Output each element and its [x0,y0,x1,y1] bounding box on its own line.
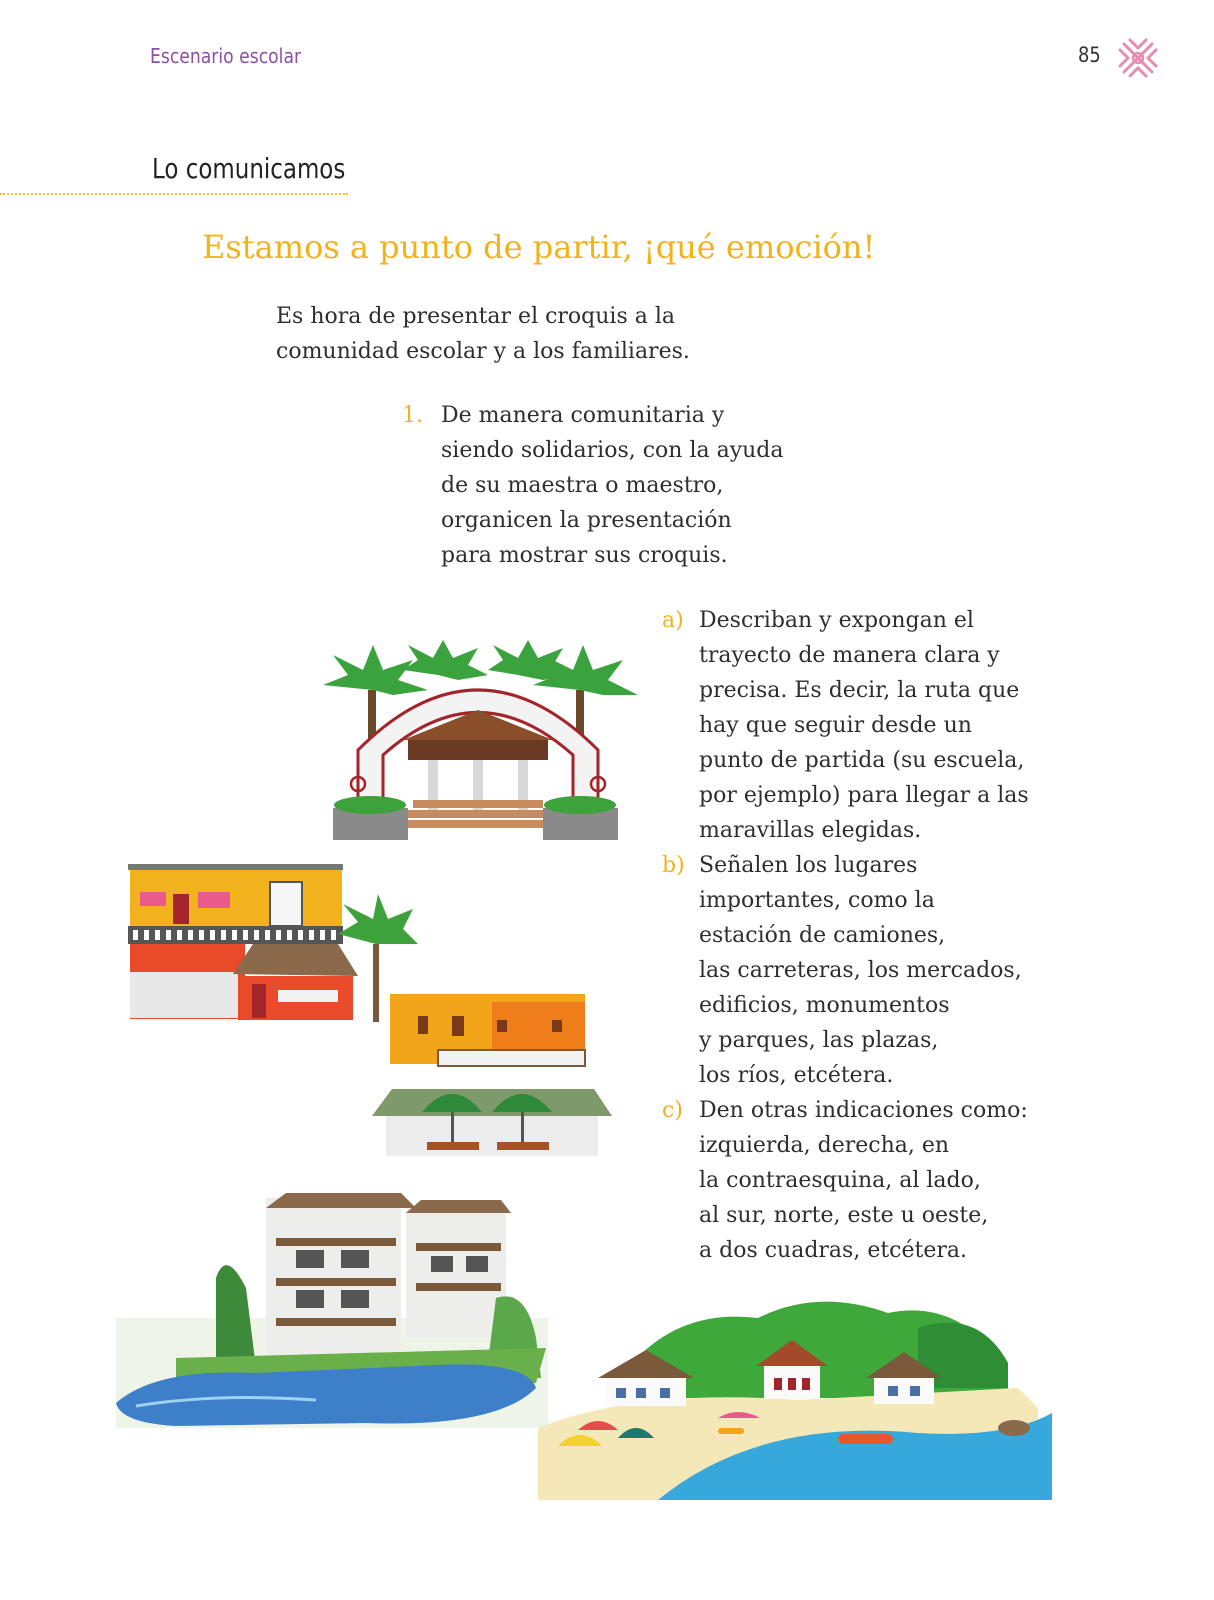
item-line: y parques, las plazas, [699,1028,939,1053]
item-line: importantes, como la [699,888,935,913]
item-line: a dos cuadras, etcétera. [699,1238,968,1263]
flower-logo-icon [1118,38,1158,78]
intro-line: comunidad escolar y a los familiares. [276,339,690,364]
item-c-marker: c) [662,1098,683,1123]
hotel-pool-illustration [116,1188,548,1433]
step-line: de su maestra o maestro, [441,473,724,498]
step-number: 1. [402,403,423,428]
item-line: Describan y expongan el [699,608,974,633]
item-b-text [699,848,1022,1093]
item-line: Den otras indicaciones como: [699,1098,1028,1123]
item-line: estación de camiones, [699,923,946,948]
item-line: las carreteras, los mercados, [699,958,1022,983]
intro-paragraph [276,299,756,369]
item-c-text [699,1093,1028,1268]
beach-village-illustration [538,1288,1052,1500]
item-line: punto de partida (su escuela, [699,748,1025,773]
item-line: al sur, norte, este u oeste, [699,1203,989,1228]
header-section-label: Escenario escolar [150,44,302,68]
intro-line: Es hora de presentar el croquis a la [276,304,676,329]
section-divider [0,193,348,195]
item-line: por ejemplo) para llegar a las [699,783,1029,808]
item-line: Señalen los lugares [699,853,918,878]
item-a-text [699,603,1029,848]
item-line: los ríos, etcétera. [699,1063,894,1088]
step-line: para mostrar sus croquis. [441,543,728,568]
market-building-illustration [372,994,612,1164]
item-line: izquierda, derecha, en [699,1133,950,1158]
section-title: Lo comunicamos [152,152,346,185]
item-line: la contraesquina, al lado, [699,1168,981,1193]
step-line: siendo solidarios, con la ayuda [441,438,784,463]
page-heading: Estamos a punto de partir, ¡qué emoción! [202,228,876,266]
item-line: trayecto de manera clara y [699,643,1000,668]
item-line: maravillas elegidas. [699,818,922,843]
step-text [441,398,784,573]
step-line: De manera comunitaria y [441,403,725,428]
arch-palms-illustration [318,640,638,850]
item-line: edificios, monumentos [699,993,950,1018]
item-line: precisa. Es decir, la ruta que [699,678,1020,703]
item-a-marker: a) [662,608,684,633]
step-line: organicen la presentación [441,508,732,533]
page-number: 85 [1078,43,1101,67]
item-b-marker: b) [662,853,685,878]
item-line: hay que seguir desde un [699,713,972,738]
